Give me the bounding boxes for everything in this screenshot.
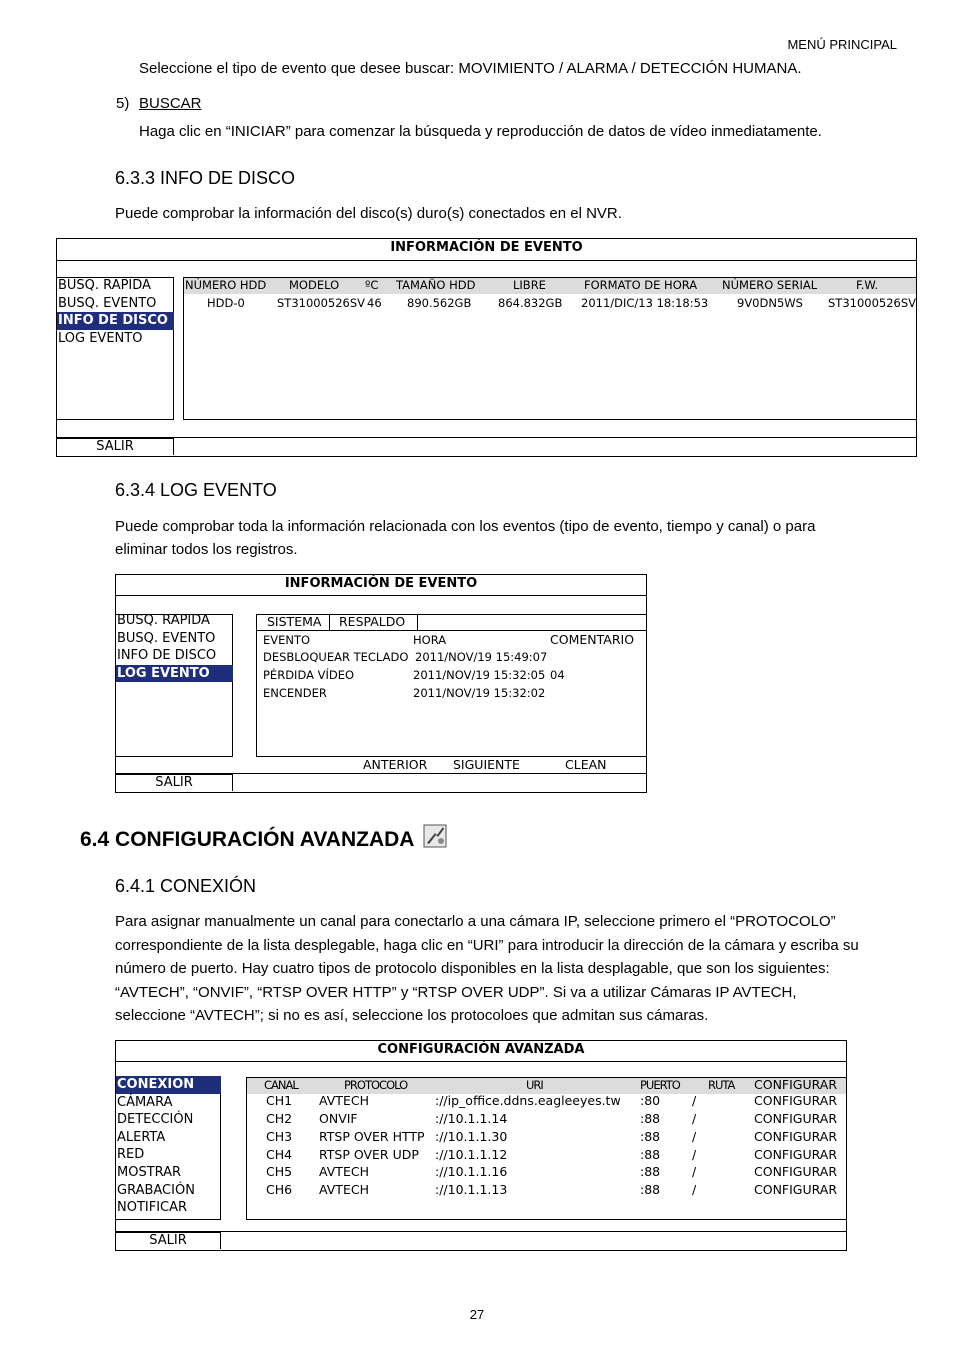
event-log-description-2: eliminar todos los registros. <box>115 541 298 558</box>
event-log-panel <box>115 574 647 793</box>
row-2-port[interactable]: :88 <box>640 1111 661 1126</box>
row-3-uri[interactable]: ://10.1.1.30 <box>435 1129 508 1144</box>
row-4-port[interactable]: :88 <box>640 1147 661 1162</box>
row-5-uri[interactable]: ://10.1.1.16 <box>435 1164 508 1179</box>
row-2-channel: CH2 <box>266 1111 293 1126</box>
menu-item-busq-evento[interactable]: BUSQ. EVENTO <box>117 630 216 646</box>
menu-item-busq-evento[interactable]: BUSQ. EVENTO <box>58 295 157 311</box>
menu-item-camara[interactable]: CÁMARA <box>117 1094 173 1110</box>
row-2-path[interactable]: / <box>692 1111 697 1126</box>
row-4-configure-button[interactable]: CONFIGURAR <box>754 1147 838 1162</box>
panel-title: CONFIGURACIÓN AVANZADA <box>377 1042 585 1057</box>
log-row-1-event: DESBLOQUEAR TECLADO <box>263 650 409 664</box>
connection-paragraph-4: “AVTECH”, “ONVIF”, “RTSP OVER HTTP” y “RTSP OVER UDP”. Si va a utilizar Cámaras IP AVTECH, <box>115 984 797 1001</box>
row-4-protocol[interactable]: RTSP OVER UDP <box>319 1147 419 1162</box>
log-row-2-comment: 04 <box>550 668 565 682</box>
exit-button[interactable]: SALIR <box>57 438 174 455</box>
col-port: PUERTO <box>640 1078 680 1092</box>
col-uri: URI <box>526 1078 543 1092</box>
row-2-uri[interactable]: ://10.1.1.14 <box>435 1111 508 1126</box>
col-event: EVENTO <box>263 633 311 647</box>
col-time-format: FORMATO DE HORA <box>584 278 698 292</box>
col-fw: F.W. <box>856 278 879 292</box>
menu-item-mostrar[interactable]: MOSTRAR <box>117 1164 182 1180</box>
col-model: MODELO <box>289 278 340 292</box>
cell-size: 890.562GB <box>407 296 472 310</box>
step-text: Haga clic en “INICIAR” para comenzar la búsqueda y reproducción de datos de vídeo inmediatamente. <box>139 123 822 140</box>
row-4-uri[interactable]: ://10.1.1.12 <box>435 1147 508 1162</box>
col-time: HORA <box>413 633 447 647</box>
log-row-2-event: PÉRDIDA VÍDEO <box>263 668 355 682</box>
menu-item-grabacion[interactable]: GRABACIÓN <box>117 1182 195 1198</box>
event-log-heading: 6.3.4 LOG EVENTO <box>115 480 277 500</box>
row-5-configure-button[interactable]: CONFIGURAR <box>754 1164 838 1179</box>
connection-heading: 6.4.1 CONEXIÓN <box>115 876 257 896</box>
menu-item-info-disco[interactable]: INFO DE DISCO <box>117 648 217 664</box>
connection-paragraph-3: número de puerto. Hay cuatro tipos de protocolo disponibles en la lista desplagable, que son los siguientes: <box>115 960 830 977</box>
col-path: RUTA <box>708 1078 735 1092</box>
event-log-description-1: Puede comprobar toda la información relacionada con los eventos (tipo de evento, tiempo y canal) o para <box>115 518 816 535</box>
row-1-path[interactable]: / <box>692 1093 697 1108</box>
menu-item-red[interactable]: RED <box>117 1147 145 1163</box>
col-hdd-number: NÚMERO HDD <box>185 278 267 292</box>
row-6-uri[interactable]: ://10.1.1.13 <box>435 1182 508 1197</box>
log-row-2-time: 2011/NOV/19 15:32:05 <box>413 668 546 682</box>
connection-paragraph-2: correspondiente de la lista desplegable, haga clic en “URI” para introducir la dirección de la cámara y escriba su <box>115 937 859 954</box>
step-number: 5) <box>116 95 130 112</box>
exit-button[interactable]: SALIR <box>116 774 233 791</box>
row-6-protocol[interactable]: AVTECH <box>319 1182 369 1197</box>
col-temp: ºC <box>365 278 379 292</box>
row-5-channel: CH5 <box>266 1164 293 1179</box>
col-protocol: PROTOCOLO <box>344 1078 408 1092</box>
menu-item-deteccion[interactable]: DETECCIÓN <box>117 1112 194 1128</box>
step-label: BUSCAR <box>139 95 202 112</box>
row-1-protocol[interactable]: AVTECH <box>319 1093 369 1108</box>
log-row-3-event: ENCENDER <box>263 686 327 700</box>
next-button[interactable]: SIGUIENTE <box>453 757 520 772</box>
row-2-configure-button[interactable]: CONFIGURAR <box>754 1111 838 1126</box>
col-channel: CANAL <box>264 1078 298 1092</box>
row-5-protocol[interactable]: AVTECH <box>319 1164 369 1179</box>
advanced-heading: 6.4 CONFIGURACIÓN AVANZADA <box>80 828 415 851</box>
tab-sistema[interactable]: SISTEMA <box>267 614 322 629</box>
disk-info-description: Puede comprobar la información del disco(s) duro(s) conectados en el NVR. <box>115 205 622 222</box>
menu-item-info-disco[interactable]: INFO DE DISCO <box>57 312 174 330</box>
row-6-configure-button[interactable]: CONFIGURAR <box>754 1182 838 1197</box>
cell-temp: 46 <box>367 296 382 310</box>
cell-hdd: HDD-0 <box>207 296 245 310</box>
col-comment: COMENTARIO <box>550 632 635 647</box>
row-6-channel: CH6 <box>266 1182 293 1197</box>
row-3-configure-button[interactable]: CONFIGURAR <box>754 1129 838 1144</box>
menu-item-conexion[interactable]: CONEXION <box>116 1076 221 1094</box>
row-6-port[interactable]: :88 <box>640 1182 661 1197</box>
cell-free: 864.832GB <box>498 296 563 310</box>
event-type-text: Seleccione el tipo de evento que desee buscar: MOVIMIENTO / ALARMA / DETECCIÓN HUMANA. <box>139 60 802 77</box>
col-serial: NÚMERO SERIAL <box>722 278 818 292</box>
advanced-config-panel <box>115 1040 847 1251</box>
row-3-protocol[interactable]: RTSP OVER HTTP <box>319 1129 425 1144</box>
row-3-port[interactable]: :88 <box>640 1129 661 1144</box>
cell-time: 2011/DIC/13 18:18:53 <box>581 296 709 310</box>
row-1-port[interactable]: :80 <box>640 1093 661 1108</box>
cell-serial: 9V0DN5WS <box>737 296 803 310</box>
menu-item-alerta[interactable]: ALERTA <box>117 1129 166 1145</box>
row-1-channel: CH1 <box>266 1093 293 1108</box>
menu-item-log-evento[interactable]: LOG EVENTO <box>58 330 143 346</box>
row-2-protocol[interactable]: ONVIF <box>319 1111 358 1126</box>
col-free: LIBRE <box>513 278 546 292</box>
row-5-port[interactable]: :88 <box>640 1164 661 1179</box>
disk-info-heading: 6.3.3 INFO DE DISCO <box>115 168 296 188</box>
disk-info-panel <box>56 238 917 457</box>
row-5-path[interactable]: / <box>692 1164 697 1179</box>
col-configure: CONFIGURAR <box>754 1077 838 1092</box>
advanced-config-icon <box>423 823 447 849</box>
panel-title: INFORMACIÓN DE EVENTO <box>390 240 583 255</box>
log-row-1-time: 2011/NOV/19 15:49:07 <box>415 650 548 664</box>
row-1-configure-button[interactable]: CONFIGURAR <box>754 1093 838 1108</box>
menu-item-busq-rapida[interactable]: BUSQ. RAPIDA <box>117 613 210 628</box>
side-menu <box>57 277 174 347</box>
page-number: 27 <box>469 1307 485 1322</box>
menu-item-busq-rapida[interactable]: BUSQ. RAPIDA <box>58 278 151 293</box>
connection-paragraph-1: Para asignar manualmente un canal para conectarlo a una cámara IP, seleccione primero el “PROTOCOLO” <box>115 913 836 930</box>
cell-model: ST31000526SV <box>277 296 366 310</box>
running-header: MENÚ PRINCIPAL <box>787 37 897 52</box>
side-menu <box>116 612 233 682</box>
row-3-path[interactable]: / <box>692 1129 697 1144</box>
row-6-path[interactable]: / <box>692 1182 697 1197</box>
exit-button[interactable]: SALIR <box>116 1232 221 1249</box>
row-1-uri[interactable]: ://ip_office.ddns.eagleeyes.tw <box>435 1093 621 1108</box>
panel-title: INFORMACIÓN DE EVENTO <box>284 576 478 591</box>
menu-item-log-evento[interactable]: LOG EVENTO <box>116 665 233 683</box>
tab-respaldo[interactable]: RESPALDO <box>339 614 406 629</box>
row-3-channel: CH3 <box>266 1129 293 1144</box>
previous-button[interactable]: ANTERIOR <box>363 757 428 772</box>
cell-fw: ST31000526SV <box>828 296 917 310</box>
row-4-path[interactable]: / <box>692 1147 697 1162</box>
side-menu <box>116 1076 221 1217</box>
log-row-3-time: 2011/NOV/19 15:32:02 <box>413 686 546 700</box>
connection-paragraph-5: seleccione “AVTECH”; si no es así, seleccione los protocoloes que admitan sus cámaras. <box>115 1007 709 1024</box>
clean-button[interactable]: CLEAN <box>565 757 607 772</box>
col-size: TAMAÑO HDD <box>396 278 476 292</box>
row-4-channel: CH4 <box>266 1147 293 1162</box>
menu-item-notificar[interactable]: NOTIFICAR <box>117 1200 188 1216</box>
